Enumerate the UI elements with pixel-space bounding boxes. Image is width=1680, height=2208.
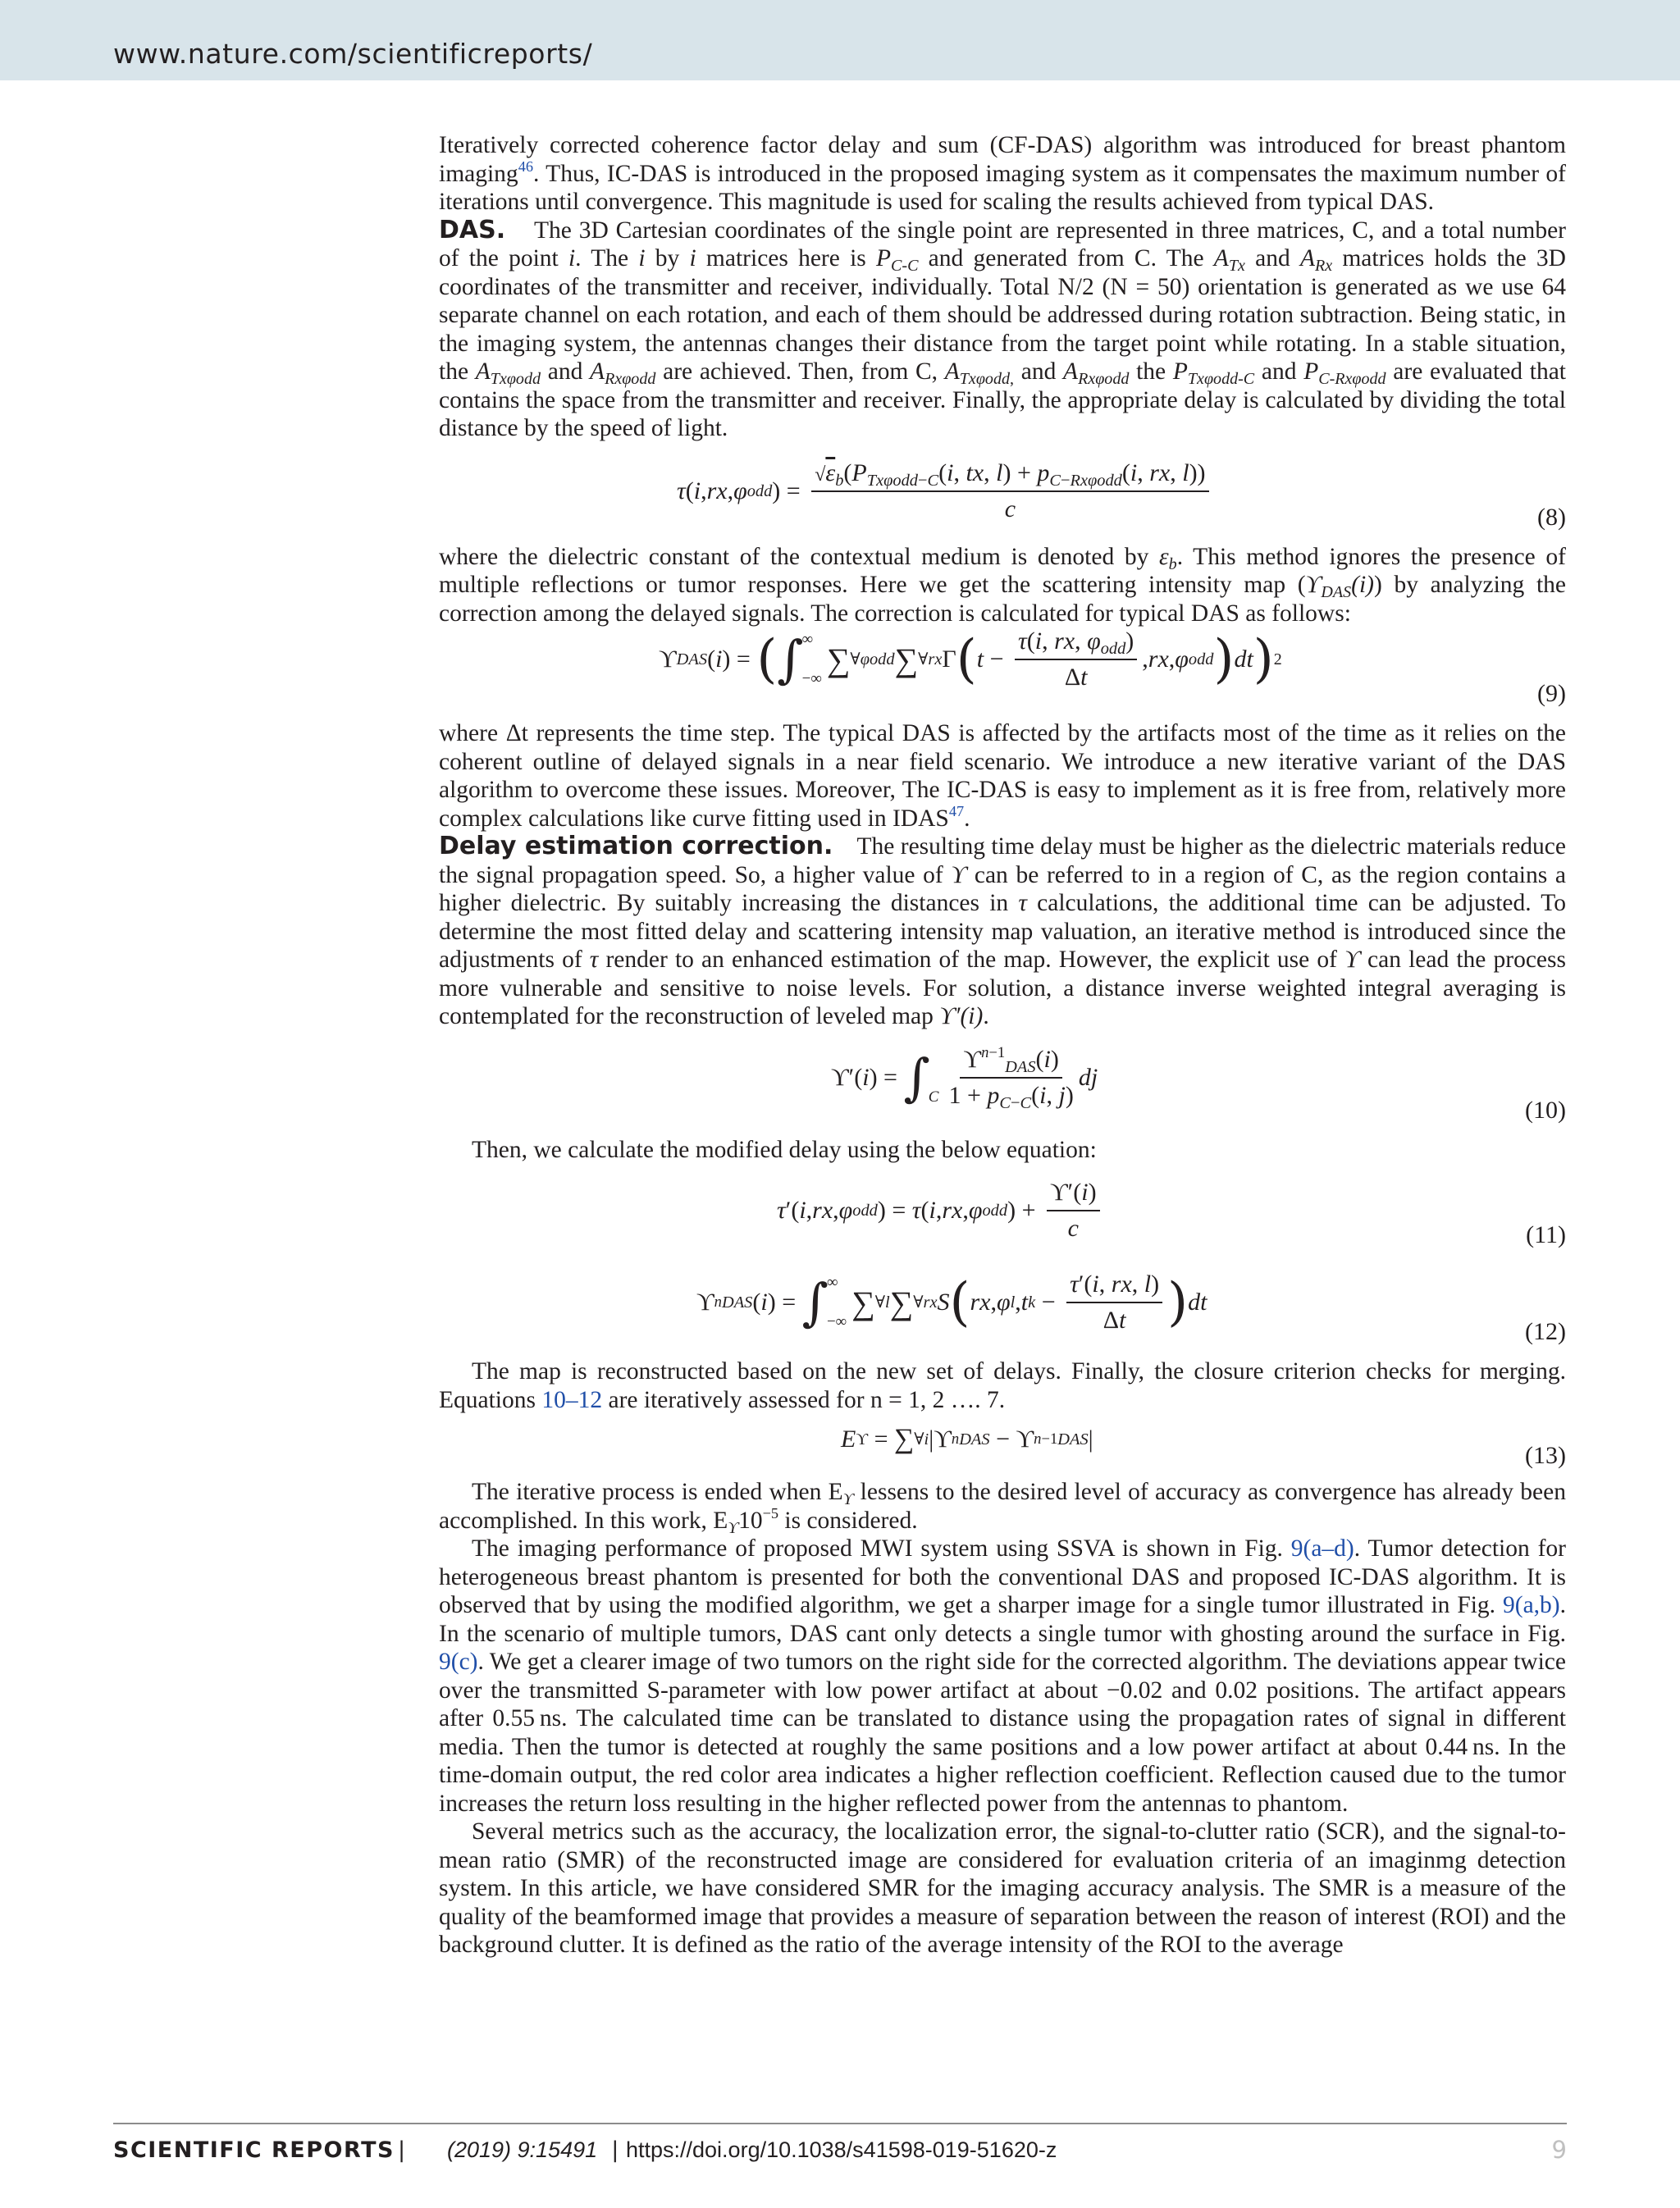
header-band [0, 0, 1680, 80]
footer-citation: (2019) 9:15491 [446, 2137, 598, 2162]
section-heading-das: DAS. [439, 215, 506, 244]
footer-divider [113, 2123, 1567, 2124]
paragraph-then: Then, we calculate the modified delay using the below equation: [472, 1136, 1097, 1163]
equation-12: ϒ n DAS ( i ) = ∫ ∞ −∞ ∑ ∀l ∑ ∀rx S ( rx , φ l , t k − $\frac{\tau'(i, rx, l)}{\Delta t}$ ) dt (12) [696, 1271, 1566, 1345]
equation-8: τ ( i , rx , φ odd ) = $\frac{√\varepsilon_b(P_{Tx\varphi odd-C}(i, tx, l) + p_{C-Rx\varphi odd}(i, rx, l))}{c}$ (8) [677, 458, 1566, 531]
journal-url[interactable]: www.nature.com/scientificreports/ [113, 38, 593, 70]
figure-link-9a-d[interactable]: 9(a–d) [1290, 1535, 1354, 1562]
article-body [439, 131, 1566, 1959]
footer: SCIENTIFIC REPORTS | (2019) 9:15491 | https://doi.org/10.1038/s41598-019-51620-z [113, 2137, 1057, 2163]
paragraph-after-eq9: where Δt represents the time step. The typical DAS is affected by the artifacts most of the time as it relies on the coherent outline of delayed signals in a near field scenario. We introduce a new iterative variant of the DAS algorithm to overcome these issues. Moreover, The IC-DAS is easy to implement as it is free from, relatively more complex calculations like curve fitting used in IDAS$^{47}$. [439, 720, 1566, 832]
figure-link-9c[interactable]: 9(c) [439, 1649, 478, 1675]
equation-10: ϒ′( i ) = ∫ C $\frac{ϒ^{n-1}_{DAS}(i)}{1 + p_{C-C}(i, j)}$ dj (10) [831, 1043, 1566, 1124]
equation-11: τ ′( i , rx , φ odd ) = τ ( i , rx , φ odd ) + $\frac{ϒ'(i)}{c}$ (11) [777, 1179, 1566, 1248]
page-number: 9 [1551, 2136, 1567, 2164]
paragraph-das: DAS. The 3D Cartesian coordinates of the single point are represented in three matrices, C, and a total number of the point i. The i by i matrices here is $P_{C-C}$ and generated from C. The $A_{Tx}$ and $A_{Rx}$ matrices holds the 3D coordinates of the transmitter and receiver, individually. Total N/2 (N = 50) orientation is generated as we use 64 separate channel on each rotation, and each of them should be addressed during rotation subtraction. Being static, in the imaging system, the antennas changes their distance from the target point while rotating. In a stable situation, the $A_{Tx\varphi odd}$ and $A_{Rx\varphi odd}$ are achieved. Then, from C, $A_{Tx\varphi odd,}$ and $A_{Rx\varphi odd}$ the $P_{Tx\varphi odd-C}$ and $P_{C-Rx\varphi odd}$ are evaluated that contains the space from the transmitter and receiver. Finally, the appropriate delay is calculated by dividing the total distance by the speed of light. [439, 215, 1567, 441]
equation-number-10: (10) [1525, 1096, 1566, 1124]
paragraph-imaging-performance: The imaging performance of proposed MWI system using SSVA is shown in Fig. 9(a–d). Tumor detection for heterogeneous breast phantom is presented for both the conventional DAS and proposed IC-DAS algorithm. It is observed that by using the modified algorithm, we get a sharper image for a single tumor illustrated in Fig. 9(a,b). In the scenario of multiple tumors, DAS cant only detects a single tumor with ghosting around the surface in Fig. 9(c). We get a clearer image of two tumors on the right side for the corrected algorithm. The deviations appear twice over the transmitted S-parameter with low power artifact at about −0.02 and 0.02 positions. The artifact appears after 0.55 ns. The calculated time can be translated to distance using the propagation rates of signal in different media. Then the tumor is detected at roughly the same positions and a low power artifact at about 0.44 ns. In the time-domain output, the red color area indicates a higher reflection coefficient. Reflection caused due to the tumor increases the return loss resulting in the higher reflected power from the antennas to phantom. [439, 1535, 1566, 1817]
paragraph-iterative-end: The iterative process is ended when $E_ϒ$ lessens to the desired level of accuracy as convergence has already been accomplished. In this work, $E_ϒ10^{-5}$ is considered. [439, 1479, 1566, 1537]
paragraph-delay-correction: Delay estimation correction. The resulting time delay must be higher as the dielectric materials reduce the signal propagation speed. So, a higher value of ϒ can be referred to in a region of C, as the region contains a higher dielectric. By suitably increasing the distances in τ calculations, the additional time can be adjusted. To determine the most fitted delay and scattering intensity map valuation, an iterative method is introduced since the adjustments of τ render to an enhanced estimation of the map. However, the explicit use of ϒ can lead the process more vulnerable and sensitive to noise levels. For solution, a distance inverse weighted integral averaging is contemplated for the reconstruction of leveled map ϒ′(i). [439, 832, 1566, 1029]
footer-doi-link[interactable]: https://doi.org/10.1038/s41598-019-51620-z [625, 2137, 1057, 2162]
citation-47[interactable]: 47 [948, 802, 965, 819]
equation-number-12: (12) [1525, 1318, 1566, 1345]
figure-link-9a-b[interactable]: 9(a,b) [1503, 1592, 1560, 1618]
equation-number-13: (13) [1525, 1442, 1566, 1469]
footer-separator: | [397, 2137, 406, 2163]
paragraph-map: The map is reconstructed based on the new set of delays. Finally, the closure criterion checks for merging. Equations 10–12 are iteratively assessed for n = 1, 2 …. 7. [439, 1358, 1566, 1413]
equation-9: ϒ DAS ( i ) = ( ∫ ∞ −∞ ∑ ∀φodd ∑ ∀rx Γ ( t − $\frac{\tau(i, rx, \varphi_{odd})}{\Delta t}$ , rx , φ odd ) dt ) 2 (9) [659, 627, 1566, 707]
footer-journal-name: SCIENTIFIC REPORTS [113, 2137, 395, 2163]
equation-number-9: (9) [1537, 680, 1566, 707]
equation-number-11: (11) [1526, 1221, 1566, 1248]
equation-number-8: (8) [1537, 503, 1566, 531]
equation-link-10-12[interactable]: 10–12 [541, 1386, 603, 1413]
section-heading-delay-correction: Delay estimation correction. [439, 832, 833, 860]
paragraph-after-eq8: where the dielectric constant of the contextual medium is denoted by $\varepsilon_b$. This method ignores the presence of multiple reflections or tumor responses. Here we get the scattering intensity map $(ϒ_{DAS}(i))$ by analyzing the correction among the delayed signals. The correction is calculated for typical DAS as follows: [439, 543, 1566, 627]
equation-13: E ϒ = ∑ ∀i |ϒ n DAS − ϒ n−1 DAS | (13) [841, 1424, 1566, 1469]
paragraph-metrics: Several metrics such as the accuracy, the localization error, the signal-to-clutter ratio (SCR), and the signal-to-mean ratio (SMR) of the reconstructed image are considered for evaluation criteria of an imaginmg detection system. In this article, we have considered SMR for the imaging accuracy analysis. The SMR is a measure of the quality of the beamformed image that provides a measure of separation between the reason of interest (ROI) and the background clutter. It is defined as the ratio of the average intensity of the ROI to the average [439, 1818, 1566, 1958]
paragraph-intro: Iteratively corrected coherence factor delay and sum (CF-DAS) algorithm was introduced for breast phantom imaging$^{46}$. Thus, IC-DAS is introduced in the proposed imaging system as it compensates the maximum number of iterations until convergence. This magnitude is used for scaling the results achieved from typical DAS. [439, 132, 1566, 215]
citation-46[interactable]: 46 [518, 157, 533, 175]
